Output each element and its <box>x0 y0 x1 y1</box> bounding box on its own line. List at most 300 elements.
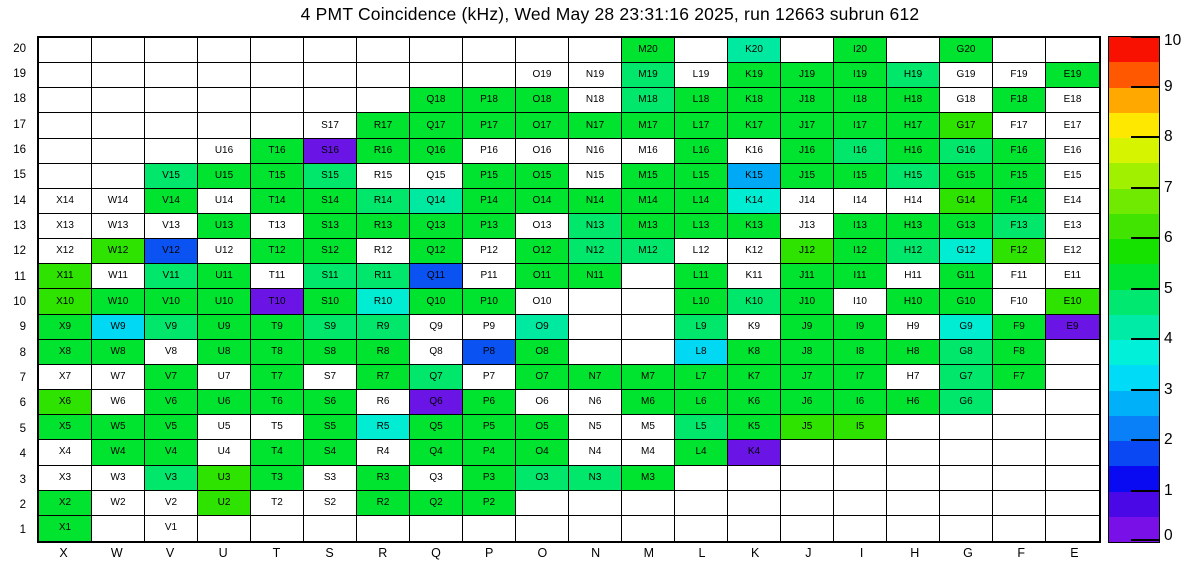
cell-N3 <box>569 466 622 491</box>
cell-K17 <box>728 113 781 138</box>
x-axis-label-X: X <box>59 546 68 560</box>
cell-label: T13 <box>268 220 286 232</box>
cell-W11 <box>92 264 145 289</box>
cell-N15 <box>569 164 622 189</box>
cell-Q4 <box>410 440 463 465</box>
cell-label: R7 <box>376 371 390 383</box>
cell-R11 <box>357 264 410 289</box>
cell-label: L8 <box>695 345 707 357</box>
cell-label: K11 <box>745 270 763 282</box>
cell-label: X6 <box>58 396 72 408</box>
cell-O19 <box>516 63 569 88</box>
cell-label: M18 <box>638 94 658 106</box>
cell-E5 <box>1046 415 1099 440</box>
cell-J10 <box>781 289 834 314</box>
cell-K15 <box>728 164 781 189</box>
cell-G8 <box>940 340 993 365</box>
cell-E9 <box>1046 315 1099 340</box>
cell-label: S13 <box>321 220 339 232</box>
cell-label: N12 <box>585 245 605 257</box>
cell-label: O14 <box>532 194 552 206</box>
cell-U8 <box>198 340 251 365</box>
cell-I3 <box>834 466 887 491</box>
cell-W12 <box>92 239 145 264</box>
cell-label: V6 <box>164 396 178 408</box>
y-axis-label-15: 15 <box>13 169 26 182</box>
cell-L19 <box>675 63 728 88</box>
cell-label: U15 <box>214 169 234 181</box>
cell-label: U16 <box>214 144 234 156</box>
y-axis-label-8: 8 <box>19 346 26 359</box>
cell-label: S12 <box>321 245 339 257</box>
cell-H7 <box>887 365 940 390</box>
cell-label: J16 <box>798 144 816 156</box>
cell-J7 <box>781 365 834 390</box>
cell-label: G19 <box>956 69 976 81</box>
cell-R6 <box>357 390 410 415</box>
cell-label: P15 <box>480 169 498 181</box>
cell-H12 <box>887 239 940 264</box>
cell-label: X8 <box>58 345 72 357</box>
cell-R19 <box>357 63 410 88</box>
x-axis-label-K: K <box>751 546 760 560</box>
cell-label: K12 <box>745 245 763 257</box>
cell-label: V15 <box>162 169 180 181</box>
cell-F18 <box>993 88 1046 113</box>
cell-label: H9 <box>906 320 920 332</box>
cell-label: P17 <box>480 119 498 131</box>
cell-E2 <box>1046 491 1099 516</box>
cell-label: X9 <box>58 320 72 332</box>
cell-label: X7 <box>58 371 72 383</box>
x-axis-label-S: S <box>325 546 334 560</box>
cell-S15 <box>304 164 357 189</box>
cell-W14 <box>92 189 145 214</box>
cell-label: E14 <box>1063 194 1082 206</box>
cell-M3 <box>622 466 675 491</box>
cell-T11 <box>251 264 304 289</box>
cell-I14 <box>834 189 887 214</box>
cell-label: N18 <box>585 94 605 106</box>
cell-L1 <box>675 516 728 541</box>
cell-U7 <box>198 365 251 390</box>
cell-label: X5 <box>58 421 72 433</box>
cell-F13 <box>993 214 1046 239</box>
cell-label: U8 <box>217 345 231 357</box>
cell-L11 <box>675 264 728 289</box>
cell-P7 <box>463 365 516 390</box>
cell-K20 <box>728 38 781 63</box>
cell-M18 <box>622 88 675 113</box>
cell-V11 <box>145 264 198 289</box>
cell-label: G20 <box>956 44 976 56</box>
cell-V5 <box>145 415 198 440</box>
cell-label: I17 <box>853 119 867 131</box>
cell-label: S7 <box>323 371 337 383</box>
cell-label: T11 <box>268 270 286 282</box>
cell-H16 <box>887 139 940 164</box>
cell-label: E19 <box>1063 69 1082 81</box>
cell-label: W6 <box>110 396 126 408</box>
cell-label: J14 <box>798 194 816 206</box>
x-axis-label-L: L <box>698 546 706 560</box>
cell-H6 <box>887 390 940 415</box>
cell-K19 <box>728 63 781 88</box>
cell-K12 <box>728 239 781 264</box>
cell-label: M6 <box>641 396 655 408</box>
cell-label: F19 <box>1010 69 1028 81</box>
cell-U15 <box>198 164 251 189</box>
colorbar-tick-mark-6 <box>1131 237 1159 239</box>
cell-U9 <box>198 315 251 340</box>
cell-label: P7 <box>482 371 496 383</box>
cell-label: K17 <box>745 119 763 131</box>
cell-K1 <box>728 516 781 541</box>
cell-U5 <box>198 415 251 440</box>
cell-G9 <box>940 315 993 340</box>
cell-G6 <box>940 390 993 415</box>
cell-label: R3 <box>376 471 390 483</box>
x-axis-label-J: J <box>805 546 812 560</box>
cell-label: M3 <box>641 471 655 483</box>
cell-label: H10 <box>903 295 923 307</box>
colorbar-tick-mark-1 <box>1131 490 1159 492</box>
cell-N12 <box>569 239 622 264</box>
cell-S16 <box>304 139 357 164</box>
cell-J8 <box>781 340 834 365</box>
cell-O20 <box>516 38 569 63</box>
cell-Q12 <box>410 239 463 264</box>
cell-K13 <box>728 214 781 239</box>
cell-W19 <box>92 63 145 88</box>
cell-K11 <box>728 264 781 289</box>
cell-label: G13 <box>956 220 976 232</box>
cell-label: W12 <box>107 245 129 257</box>
y-axis-label-7: 7 <box>19 372 26 385</box>
cell-label: O17 <box>532 119 552 131</box>
cell-X14 <box>39 189 92 214</box>
cell-K5 <box>728 415 781 440</box>
cell-label: F8 <box>1013 345 1025 357</box>
cell-label: S8 <box>323 345 337 357</box>
cell-Q3 <box>410 466 463 491</box>
cell-O13 <box>516 214 569 239</box>
cell-label: L10 <box>692 295 710 307</box>
cell-L3 <box>675 466 728 491</box>
cell-label: U4 <box>217 446 231 458</box>
cell-label: N17 <box>585 119 605 131</box>
colorbar-tick-label-3: 3 <box>1164 380 1173 398</box>
cell-label: Q9 <box>429 320 443 332</box>
colorbar-ticks <box>1131 32 1195 544</box>
y-axis-label-11: 11 <box>14 270 26 283</box>
cell-X16 <box>39 139 92 164</box>
cell-V7 <box>145 365 198 390</box>
cell-Q15 <box>410 164 463 189</box>
cell-label: R4 <box>376 446 390 458</box>
colorbar-tick-label-8: 8 <box>1164 128 1173 145</box>
cell-label: I16 <box>853 144 867 156</box>
cell-N17 <box>569 113 622 138</box>
cell-S11 <box>304 264 357 289</box>
cell-label: V9 <box>164 320 178 332</box>
cell-S5 <box>304 415 357 440</box>
cell-V16 <box>145 139 198 164</box>
cell-label: Q13 <box>426 220 446 232</box>
cell-G13 <box>940 214 993 239</box>
cell-label: H12 <box>903 245 923 257</box>
cell-label: M4 <box>641 446 655 458</box>
cell-G16 <box>940 139 993 164</box>
cell-label: F18 <box>1010 94 1028 106</box>
cell-O3 <box>516 466 569 491</box>
cell-J4 <box>781 440 834 465</box>
cell-label: W5 <box>110 421 126 433</box>
cell-G18 <box>940 88 993 113</box>
cell-P8 <box>463 340 516 365</box>
cell-label: I9 <box>855 320 865 332</box>
cell-E1 <box>1046 516 1099 541</box>
cell-T17 <box>251 113 304 138</box>
cell-W18 <box>92 88 145 113</box>
cell-label: U14 <box>214 194 234 206</box>
cell-H13 <box>887 214 940 239</box>
x-axis-label-R: R <box>378 546 388 560</box>
cell-F10 <box>993 289 1046 314</box>
cell-K9 <box>728 315 781 340</box>
cell-H9 <box>887 315 940 340</box>
cell-X2 <box>39 491 92 516</box>
cell-K10 <box>728 289 781 314</box>
cell-J18 <box>781 88 834 113</box>
cell-label: Q7 <box>429 371 443 383</box>
cell-label: F10 <box>1010 295 1028 307</box>
colorbar-tick-mark-7 <box>1131 187 1159 189</box>
cell-W5 <box>92 415 145 440</box>
cell-N1 <box>569 516 622 541</box>
cell-M4 <box>622 440 675 465</box>
cell-label: J13 <box>798 220 816 232</box>
cell-label: I13 <box>853 220 867 232</box>
cell-label: X14 <box>56 194 74 206</box>
cell-E4 <box>1046 440 1099 465</box>
cell-label: S2 <box>323 496 337 508</box>
cell-label: X1 <box>58 522 72 534</box>
cell-label: K13 <box>745 220 763 232</box>
cell-T12 <box>251 239 304 264</box>
cell-W4 <box>92 440 145 465</box>
colorbar-tick-mark-3 <box>1131 389 1159 391</box>
colorbar-tick-label-7: 7 <box>1164 178 1173 196</box>
cell-V1 <box>145 516 198 541</box>
cell-M12 <box>622 239 675 264</box>
cell-V6 <box>145 390 198 415</box>
cell-T5 <box>251 415 304 440</box>
cell-label: V2 <box>164 496 178 508</box>
cell-label: H11 <box>904 270 922 282</box>
cell-U11 <box>198 264 251 289</box>
cell-F19 <box>993 63 1046 88</box>
cell-label: L12 <box>692 245 710 257</box>
x-axis-label-E: E <box>1070 546 1079 560</box>
cell-label: G11 <box>956 270 976 282</box>
cell-L9 <box>675 315 728 340</box>
cell-label: J7 <box>801 371 813 383</box>
cell-label: L14 <box>692 194 710 206</box>
cell-label: L19 <box>692 69 710 81</box>
cell-label: U6 <box>217 396 231 408</box>
cell-I15 <box>834 164 887 189</box>
cell-F3 <box>993 466 1046 491</box>
cell-N20 <box>569 38 622 63</box>
cell-H10 <box>887 289 940 314</box>
cell-label: I5 <box>855 421 865 433</box>
y-axis-label-17: 17 <box>13 118 26 131</box>
cell-label: Q12 <box>426 245 446 257</box>
cell-W15 <box>92 164 145 189</box>
cell-H2 <box>887 491 940 516</box>
cell-G10 <box>940 289 993 314</box>
cell-G14 <box>940 189 993 214</box>
cell-label: P9 <box>482 320 496 332</box>
cell-F2 <box>993 491 1046 516</box>
cell-label: O4 <box>535 446 549 458</box>
cell-Q11 <box>410 264 463 289</box>
cell-J20 <box>781 38 834 63</box>
cell-X20 <box>39 38 92 63</box>
cell-label: X4 <box>58 446 72 458</box>
cell-label: P18 <box>480 94 498 106</box>
cell-I20 <box>834 38 887 63</box>
cell-L16 <box>675 139 728 164</box>
y-axis-label-3: 3 <box>19 473 26 486</box>
cell-W13 <box>92 214 145 239</box>
cell-label: F17 <box>1010 119 1028 131</box>
cell-label: G14 <box>956 194 976 206</box>
cell-label: L5 <box>695 421 707 433</box>
cell-label: N11 <box>586 270 604 282</box>
cell-label: H13 <box>903 220 923 232</box>
cell-V14 <box>145 189 198 214</box>
cell-label: K10 <box>745 295 763 307</box>
cell-S4 <box>304 440 357 465</box>
cell-X4 <box>39 440 92 465</box>
cell-Q5 <box>410 415 463 440</box>
cell-V18 <box>145 88 198 113</box>
cell-label: T6 <box>271 396 283 408</box>
cell-P10 <box>463 289 516 314</box>
cell-E14 <box>1046 189 1099 214</box>
cell-W9 <box>92 315 145 340</box>
y-axis-label-20: 20 <box>13 42 26 55</box>
cell-E3 <box>1046 466 1099 491</box>
cell-label: P2 <box>482 496 496 508</box>
cell-label: W3 <box>110 471 126 483</box>
cell-label: Q16 <box>426 144 446 156</box>
cell-label: G10 <box>956 295 976 307</box>
cell-U14 <box>198 189 251 214</box>
cell-J9 <box>781 315 834 340</box>
cell-label: J9 <box>801 320 813 332</box>
cell-label: U7 <box>217 371 231 383</box>
cell-label: H16 <box>903 144 923 156</box>
cell-label: H7 <box>906 371 920 383</box>
colorbar-tick-label-0: 0 <box>1164 527 1173 544</box>
cell-I13 <box>834 214 887 239</box>
x-axis-label-O: O <box>537 546 548 560</box>
cell-label: I8 <box>855 345 865 357</box>
cell-L5 <box>675 415 728 440</box>
cell-T3 <box>251 466 304 491</box>
cell-label: S9 <box>323 320 337 332</box>
cell-J2 <box>781 491 834 516</box>
cell-label: I14 <box>853 194 867 206</box>
cell-Q19 <box>410 63 463 88</box>
cell-M1 <box>622 516 675 541</box>
cell-F20 <box>993 38 1046 63</box>
cell-P2 <box>463 491 516 516</box>
cell-N10 <box>569 289 622 314</box>
cell-K2 <box>728 491 781 516</box>
cell-H3 <box>887 466 940 491</box>
cell-label: I6 <box>855 396 865 408</box>
cell-label: M14 <box>638 194 658 206</box>
y-axis-label-2: 2 <box>19 498 26 511</box>
cell-F7 <box>993 365 1046 390</box>
cell-label: K20 <box>745 44 763 56</box>
cell-F4 <box>993 440 1046 465</box>
cell-label: S5 <box>323 421 337 433</box>
cell-N7 <box>569 365 622 390</box>
cell-W17 <box>92 113 145 138</box>
cell-label: V12 <box>162 245 180 257</box>
cell-O2 <box>516 491 569 516</box>
cell-Q14 <box>410 189 463 214</box>
chart-title: 4 PMT Coincidence (kHz), Wed May 28 23:31:16 2025, run 12663 subrun 612 <box>300 4 920 24</box>
cell-J1 <box>781 516 834 541</box>
cell-O17 <box>516 113 569 138</box>
cell-label: T8 <box>271 345 283 357</box>
cell-V12 <box>145 239 198 264</box>
cell-label: M15 <box>638 169 658 181</box>
cell-K6 <box>728 390 781 415</box>
cell-label: X11 <box>56 270 74 282</box>
cell-label: V5 <box>164 421 178 433</box>
cell-U6 <box>198 390 251 415</box>
cell-label: O11 <box>532 270 552 282</box>
cell-label: K16 <box>745 144 763 156</box>
y-axis-label-18: 18 <box>13 93 26 106</box>
cell-label: E17 <box>1063 119 1082 131</box>
cell-label: J5 <box>801 421 813 433</box>
x-axis-label-V: V <box>165 546 175 560</box>
cell-label: T14 <box>268 194 286 206</box>
cell-label: X2 <box>58 496 72 508</box>
cell-L6 <box>675 390 728 415</box>
cell-I8 <box>834 340 887 365</box>
cell-label: O13 <box>532 220 552 232</box>
cell-label: I19 <box>853 69 867 81</box>
cell-R5 <box>357 415 410 440</box>
cell-P12 <box>463 239 516 264</box>
cell-label: T7 <box>271 371 283 383</box>
cell-O4 <box>516 440 569 465</box>
cell-J13 <box>781 214 834 239</box>
cell-label: Q11 <box>426 270 446 282</box>
cell-N8 <box>569 340 622 365</box>
cell-label: U13 <box>214 220 234 232</box>
cell-N14 <box>569 189 622 214</box>
